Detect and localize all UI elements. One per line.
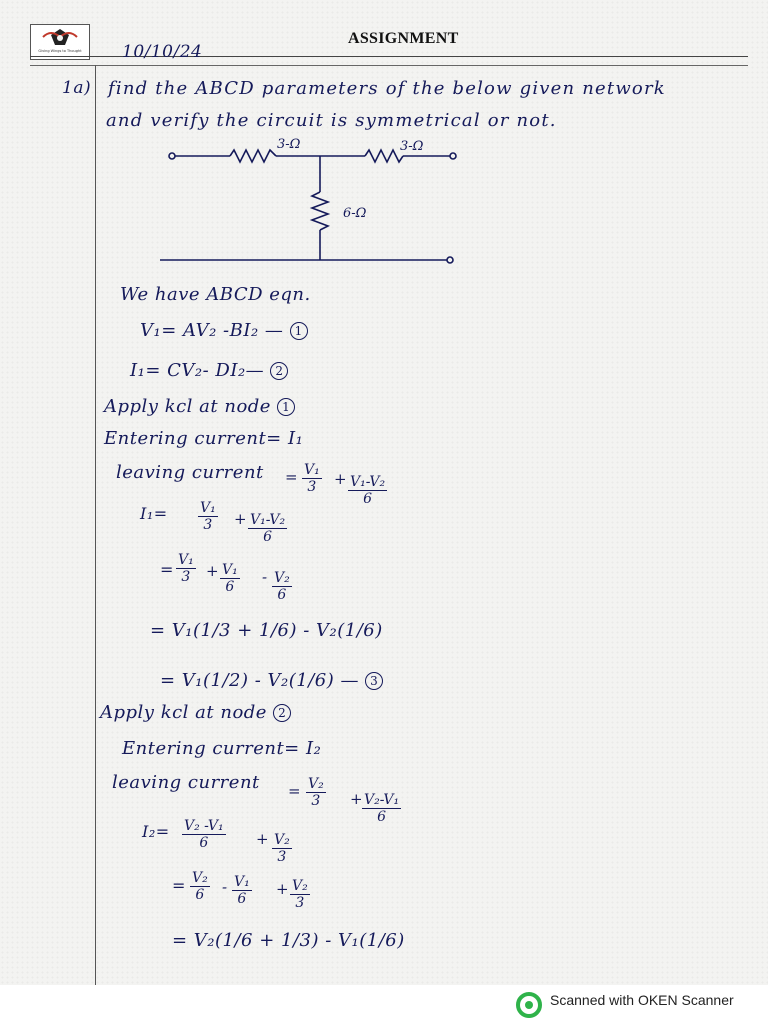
i1-line2-f1-den: 3 [181, 569, 191, 585]
i2-line2-f1-num: V₂ [192, 870, 208, 886]
equation-2-tag: 2 [270, 362, 288, 380]
abcd-equation-1 [140, 320, 308, 341]
i2-plus: + [256, 830, 270, 848]
i1-line2-op2: - [262, 568, 268, 586]
abcd-equation-2 [130, 360, 288, 381]
i2-line2-op1: - [222, 878, 228, 896]
leaving2-f2-num: V₂-V₁ [364, 792, 400, 808]
i1-f1-den: 3 [203, 517, 213, 533]
i2-fraction-2 [272, 832, 292, 865]
equation-1-text: V₁= AV₂ -BI₂ — [140, 320, 284, 341]
i1-f2-num: V₁-V₂ [250, 512, 286, 528]
i2-lhs: I₂= [142, 822, 170, 841]
leaving-current-2-label: leaving current [112, 772, 260, 793]
leaving1-fraction-1 [302, 462, 322, 495]
equation-3-tag: 3 [365, 672, 383, 690]
scanner-watermark-text: Scanned with OKEN Scanner [550, 992, 734, 1008]
i1-line2-f2-num: V₁ [222, 562, 238, 578]
leaving2-fraction-2 [362, 792, 401, 825]
equation-2-text: I₁= CV₂- DI₂— [130, 360, 265, 381]
i2-f2-num: V₂ [274, 832, 290, 848]
r2-label: 3-Ω [400, 139, 424, 154]
kcl-node-2-tag: 2 [273, 704, 291, 722]
i2-fraction-1 [182, 818, 226, 851]
i1-line2-f2-den: 6 [225, 579, 235, 595]
i1-line2-f3-num: V₂ [274, 570, 290, 586]
leaving1-f1-num: V₁ [304, 462, 320, 478]
question-line-2: and verify the circuit is symmetrical or not. [106, 110, 557, 131]
i2-line2-fraction-1 [190, 870, 210, 903]
logo-emblem-icon [31, 25, 89, 59]
leaving1-plus: + [334, 470, 348, 488]
kcl-node-1-text: Apply kcl at node [104, 396, 271, 417]
leaving1-f1-den: 3 [307, 479, 317, 495]
resistor-r1 [230, 150, 276, 162]
i2-line2-f1-den: 6 [195, 887, 205, 903]
i1-fraction-1 [198, 500, 218, 533]
leaving1-equals: = [285, 468, 299, 486]
i2-line2-fraction-2 [232, 874, 252, 907]
leaving1-f2-num: V₁-V₂ [350, 474, 386, 490]
port-1-top-terminal [169, 153, 175, 159]
entering-current-1: Entering current= I₁ [104, 428, 304, 449]
t-network-circuit [160, 132, 480, 272]
kcl-node-1-tag: 1 [277, 398, 295, 416]
i1-line2-op1: + [206, 562, 220, 580]
i2-f1-den: 6 [199, 835, 209, 851]
i2-line2-f2-num: V₁ [234, 874, 250, 890]
port-2-top-terminal [450, 153, 456, 159]
leaving2-fraction-1 [306, 776, 326, 809]
header-rule-lower [30, 65, 748, 66]
i1-line2-fraction-2 [220, 562, 240, 595]
port-2-bottom-terminal [447, 257, 453, 263]
i2-line2-op2: + [276, 880, 290, 898]
leaving2-plus: + [350, 790, 364, 808]
i1-lhs: I₁= [140, 504, 168, 523]
entering-current-2: Entering current= I₂ [122, 738, 322, 759]
r3-label: 6-Ω [343, 206, 367, 221]
logo [30, 24, 90, 60]
i1-line2-fraction-1 [176, 552, 196, 585]
logo-tagline: Giving Wings to Thought [38, 49, 82, 53]
page-heading: ASSIGNMENT [348, 30, 459, 47]
leaving1-f2-den: 6 [363, 491, 373, 507]
i2-line3: = V₂(1/6 + 1/3) - V₁(1/6) [172, 930, 405, 951]
i1-plus: + [234, 510, 248, 528]
oken-scanner-logo-icon [516, 992, 542, 1018]
i2-line2-f3-den: 3 [295, 895, 305, 911]
i1-line4-text: = V₁(1/2) - V₂(1/6) — [160, 670, 360, 691]
i2-line2-equals: = [172, 876, 186, 895]
question-number: 1a) [62, 78, 92, 98]
i1-f1-num: V₁ [200, 500, 216, 516]
leaving2-equals: = [288, 782, 302, 800]
leaving-current-1-label: leaving current [116, 462, 264, 483]
i2-f1-num: V₂ -V₁ [184, 818, 224, 834]
leaving2-f1-num: V₂ [308, 776, 324, 792]
i1-f2-den: 6 [263, 529, 273, 545]
i2-line2-f3-num: V₂ [292, 878, 308, 894]
i2-line2-fraction-3 [290, 878, 310, 911]
equation-1-tag: 1 [290, 322, 308, 340]
date: 10/10/24 [122, 42, 203, 62]
kcl-node-1-heading [104, 396, 295, 417]
leaving2-f2-den: 6 [377, 809, 387, 825]
i2-line2-f2-den: 6 [237, 891, 247, 907]
i2-f2-den: 3 [277, 849, 287, 865]
i1-fraction-2 [248, 512, 287, 545]
leaving1-fraction-2 [348, 474, 387, 507]
i1-line2-f3-den: 6 [277, 587, 287, 603]
r1-label: 3-Ω [277, 137, 301, 152]
margin-rule [95, 65, 96, 985]
i1-line2-equals: = [160, 560, 174, 579]
i1-line4 [160, 670, 383, 691]
i1-line2-f1-num: V₁ [178, 552, 194, 568]
kcl-node-2-text: Apply kcl at node [100, 702, 267, 723]
i1-line2-fraction-3 [272, 570, 292, 603]
i1-line3: = V₁(1/3 + 1/6) - V₂(1/6) [150, 620, 383, 641]
leaving2-f1-den: 3 [311, 793, 321, 809]
solution-intro: We have ABCD eqn. [120, 284, 311, 305]
question-line-1: find the ABCD parameters of the below given network [108, 78, 666, 99]
kcl-node-2-heading [100, 702, 291, 723]
resistor-r3 [312, 192, 328, 230]
resistor-r2 [365, 150, 403, 162]
